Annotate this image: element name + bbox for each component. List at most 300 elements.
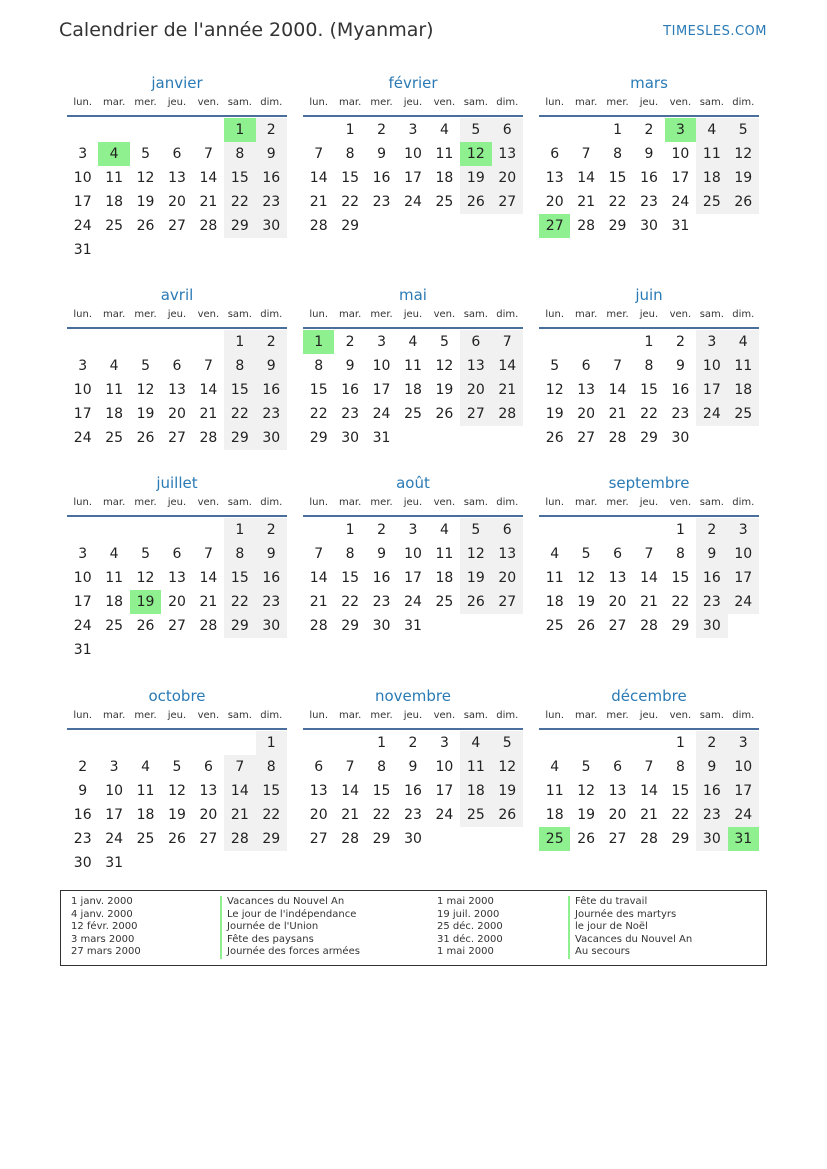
day-cell: 10 <box>728 755 759 779</box>
day-cell: 15 <box>640 382 658 398</box>
day-cell: 30 <box>372 618 391 634</box>
day-cell: 21 <box>640 807 658 823</box>
day-cell: 26 <box>577 618 596 634</box>
legend-dates-left <box>71 896 141 959</box>
day-cell: 23 <box>696 803 727 827</box>
day-grid <box>67 518 287 662</box>
weekday-label: dim. <box>496 309 519 320</box>
day-cell: 13 <box>577 382 596 398</box>
empty-cell <box>193 731 224 755</box>
day-cell: 6 <box>550 146 560 162</box>
day-cell: 6 <box>613 759 623 775</box>
weekday-label: lun. <box>545 97 565 108</box>
legend-holiday-name: Journée des martyrs <box>568 909 692 922</box>
day-cell: 2 <box>696 731 727 755</box>
weekday-label: dim. <box>732 309 755 320</box>
day-cell: 4 <box>439 522 449 538</box>
weekday-label: jeu. <box>639 309 659 320</box>
day-cell: 4 <box>460 731 491 755</box>
day-cell: 14 <box>341 783 360 799</box>
day-cell: 1 <box>345 122 355 138</box>
holiday-day-cell: 27 <box>539 214 570 238</box>
day-cell: 13 <box>545 170 564 186</box>
weekday-label: jeu. <box>403 309 423 320</box>
day-cell: 10 <box>435 759 454 775</box>
weekday-label: mar. <box>103 710 126 721</box>
month-name: février <box>388 74 438 92</box>
legend-holiday-name: Journée des forces armées <box>220 946 360 959</box>
day-cell: 18 <box>545 807 564 823</box>
empty-cell <box>334 731 365 755</box>
day-cell: 17 <box>105 807 124 823</box>
day-cell: 16 <box>696 566 727 590</box>
weekday-label: sam. <box>699 710 724 721</box>
day-cell: 26 <box>545 430 564 446</box>
day-cell: 9 <box>256 542 287 566</box>
day-cell: 18 <box>728 378 759 402</box>
weekday-label: sam. <box>463 97 488 108</box>
day-cell: 24 <box>404 594 422 610</box>
day-cell: 18 <box>136 807 155 823</box>
empty-cell <box>303 731 334 755</box>
day-cell: 23 <box>404 807 422 823</box>
weekday-label: ven. <box>669 309 692 320</box>
day-cell: 6 <box>172 358 182 374</box>
day-cell: 1 <box>224 518 255 542</box>
month-10 <box>303 685 523 851</box>
weekday-label: lun. <box>309 97 329 108</box>
weekday-label: ven. <box>433 497 456 508</box>
weekday-label: mar. <box>339 309 362 320</box>
weekday-label: lun. <box>309 497 329 508</box>
day-cell: 6 <box>314 759 324 775</box>
day-cell: 5 <box>581 546 591 562</box>
empty-cell <box>303 518 334 542</box>
day-cell: 26 <box>577 831 596 847</box>
day-cell: 3 <box>78 146 88 162</box>
day-cell: 26 <box>136 618 155 634</box>
day-cell: 20 <box>460 378 491 402</box>
day-cell: 8 <box>256 755 287 779</box>
month-11 <box>539 685 759 851</box>
day-cell: 4 <box>408 334 418 350</box>
day-cell: 10 <box>73 570 92 586</box>
empty-cell <box>98 330 129 354</box>
day-cell: 5 <box>728 118 759 142</box>
day-cell: 22 <box>224 190 255 214</box>
month-0 <box>67 72 287 262</box>
day-cell: 31 <box>671 218 690 234</box>
day-cell: 9 <box>675 358 685 374</box>
weekday-label: sam. <box>227 497 252 508</box>
day-cell: 21 <box>492 378 523 402</box>
day-cell: 7 <box>613 358 623 374</box>
day-cell: 25 <box>545 618 564 634</box>
day-cell: 6 <box>203 759 213 775</box>
weekday-label: dim. <box>260 97 283 108</box>
day-cell: 31 <box>404 618 422 634</box>
weekday-label: ven. <box>433 97 456 108</box>
empty-cell <box>67 731 98 755</box>
day-cell: 24 <box>696 402 727 426</box>
day-cell: 7 <box>345 759 355 775</box>
day-cell: 11 <box>545 783 564 799</box>
month-9 <box>67 685 287 875</box>
day-cell: 9 <box>345 358 355 374</box>
day-cell: 3 <box>408 522 418 538</box>
holiday-day-cell: 1 <box>224 118 255 142</box>
day-cell: 8 <box>314 358 324 374</box>
day-cell: 1 <box>377 735 387 751</box>
day-cell: 17 <box>73 594 92 610</box>
weekday-label: dim. <box>260 710 283 721</box>
day-cell: 25 <box>105 618 124 634</box>
day-cell: 24 <box>73 430 92 446</box>
day-cell: 31 <box>73 642 92 658</box>
day-cell: 5 <box>141 146 151 162</box>
weekday-label: lun. <box>309 309 329 320</box>
weekday-header <box>303 708 523 730</box>
day-cell: 19 <box>460 566 491 590</box>
weekday-label: mer. <box>134 97 157 108</box>
legend-date: 1 janv. 2000 <box>71 896 133 907</box>
day-cell: 1 <box>675 735 685 751</box>
weekday-label: lun. <box>545 497 565 508</box>
day-cell: 4 <box>550 546 560 562</box>
day-cell: 16 <box>256 166 287 190</box>
holiday-day-cell: 3 <box>665 118 696 142</box>
day-cell: 14 <box>577 170 596 186</box>
day-cell: 20 <box>492 566 523 590</box>
weekday-label: lun. <box>545 710 565 721</box>
day-cell: 21 <box>199 594 218 610</box>
weekday-label: sam. <box>463 309 488 320</box>
weekday-label: dim. <box>732 497 755 508</box>
empty-cell <box>161 118 192 142</box>
month-name: janvier <box>151 74 203 92</box>
day-cell: 20 <box>608 807 627 823</box>
day-cell: 27 <box>168 218 186 234</box>
day-cell: 7 <box>492 330 523 354</box>
day-cell: 23 <box>256 590 287 614</box>
weekday-label: dim. <box>732 97 755 108</box>
day-cell: 1 <box>345 522 355 538</box>
weekday-label: mar. <box>103 497 126 508</box>
weekday-label: dim. <box>496 710 519 721</box>
day-cell: 25 <box>728 402 759 426</box>
day-cell: 14 <box>199 382 218 398</box>
day-grid <box>67 731 287 875</box>
weekday-label: mer. <box>370 710 393 721</box>
weekday-label: mar. <box>339 497 362 508</box>
day-cell: 5 <box>581 759 591 775</box>
day-cell: 21 <box>309 194 328 210</box>
empty-cell <box>67 118 98 142</box>
weekday-label: jeu. <box>403 97 423 108</box>
day-cell: 2 <box>78 759 88 775</box>
empty-cell <box>98 118 129 142</box>
day-cell: 5 <box>141 546 151 562</box>
legend-date: 1 mai 2000 <box>437 896 494 907</box>
day-cell: 25 <box>435 194 454 210</box>
weekday-label: mar. <box>575 309 598 320</box>
day-cell: 23 <box>341 406 360 422</box>
day-cell: 14 <box>224 779 255 803</box>
day-cell: 17 <box>73 194 92 210</box>
day-cell: 1 <box>224 330 255 354</box>
day-cell: 11 <box>460 755 491 779</box>
empty-cell <box>570 330 601 354</box>
day-cell: 1 <box>675 522 685 538</box>
day-cell: 29 <box>671 618 690 634</box>
day-cell: 30 <box>640 218 658 234</box>
day-cell: 22 <box>341 594 360 610</box>
weekday-label: dim. <box>496 497 519 508</box>
weekday-label: mer. <box>606 97 629 108</box>
day-cell: 19 <box>136 406 155 422</box>
day-cell: 2 <box>377 522 387 538</box>
day-cell: 11 <box>136 783 155 799</box>
day-cell: 5 <box>460 118 491 142</box>
day-cell: 27 <box>577 430 596 446</box>
legend-holiday-name: Vacances du Nouvel An <box>568 934 692 947</box>
day-cell: 18 <box>404 382 422 398</box>
weekday-label: mer. <box>606 710 629 721</box>
day-cell: 18 <box>105 594 124 610</box>
day-cell: 2 <box>345 334 355 350</box>
weekday-header <box>303 495 523 517</box>
day-cell: 11 <box>728 354 759 378</box>
month-name: avril <box>160 286 194 304</box>
day-cell: 30 <box>73 855 92 871</box>
day-cell: 8 <box>224 542 255 566</box>
weekday-label: mar. <box>103 309 126 320</box>
day-cell: 8 <box>377 759 387 775</box>
empty-cell <box>539 118 570 142</box>
day-cell: 29 <box>224 214 255 238</box>
day-cell: 23 <box>372 594 391 610</box>
day-cell: 6 <box>460 330 491 354</box>
day-cell: 13 <box>168 570 186 586</box>
weekday-label: sam. <box>699 97 724 108</box>
day-cell: 7 <box>644 546 654 562</box>
day-cell: 21 <box>640 594 658 610</box>
empty-cell <box>193 118 224 142</box>
day-cell: 14 <box>199 570 218 586</box>
day-cell: 6 <box>492 118 523 142</box>
day-cell: 14 <box>608 382 627 398</box>
day-cell: 7 <box>644 759 654 775</box>
day-cell: 16 <box>73 807 92 823</box>
day-cell: 15 <box>341 570 360 586</box>
day-cell: 15 <box>341 170 360 186</box>
day-cell: 8 <box>675 546 685 562</box>
day-cell: 9 <box>377 546 387 562</box>
legend-holiday-name: le jour de Noël <box>568 921 692 934</box>
day-cell: 21 <box>224 803 255 827</box>
day-cell: 8 <box>224 354 255 378</box>
empty-cell <box>161 731 192 755</box>
day-cell: 29 <box>224 614 255 638</box>
day-cell: 3 <box>408 122 418 138</box>
weekday-label: mer. <box>134 309 157 320</box>
day-cell: 19 <box>728 166 759 190</box>
day-cell: 25 <box>696 190 727 214</box>
day-cell: 19 <box>577 594 596 610</box>
month-1 <box>303 72 523 238</box>
day-cell: 17 <box>404 170 422 186</box>
day-cell: 6 <box>492 518 523 542</box>
legend-date: 4 janv. 2000 <box>71 908 133 920</box>
day-cell: 22 <box>224 402 255 426</box>
day-cell: 2 <box>377 122 387 138</box>
month-5 <box>539 284 759 450</box>
day-cell: 24 <box>73 618 92 634</box>
day-cell: 16 <box>372 570 391 586</box>
day-cell: 28 <box>199 618 218 634</box>
legend-date: 25 déc. 2000 <box>437 921 503 933</box>
weekday-label: jeu. <box>167 710 187 721</box>
day-cell: 30 <box>256 426 287 450</box>
day-cell: 25 <box>105 430 124 446</box>
day-cell: 13 <box>168 382 186 398</box>
legend-names-left <box>220 896 360 959</box>
day-cell: 23 <box>696 590 727 614</box>
empty-cell <box>539 518 570 542</box>
day-cell: 19 <box>136 194 155 210</box>
day-cell: 4 <box>141 759 151 775</box>
day-cell: 20 <box>545 194 564 210</box>
legend-date: 19 juil. 2000 <box>437 908 500 920</box>
day-cell: 5 <box>550 358 560 374</box>
weekday-header <box>67 95 287 117</box>
empty-cell <box>130 118 161 142</box>
day-cell: 12 <box>136 382 155 398</box>
weekday-label: sam. <box>463 710 488 721</box>
day-cell: 12 <box>168 783 186 799</box>
day-cell: 10 <box>696 354 727 378</box>
day-cell: 16 <box>696 779 727 803</box>
day-cell: 8 <box>224 142 255 166</box>
day-cell: 7 <box>203 146 213 162</box>
brand-link[interactable]: TIMESLES.COM <box>663 24 767 39</box>
day-cell: 26 <box>728 190 759 214</box>
empty-cell <box>539 731 570 755</box>
legend-date: 31 déc. 2000 <box>437 933 503 945</box>
day-cell: 4 <box>550 759 560 775</box>
empty-cell <box>602 518 633 542</box>
day-cell: 23 <box>372 194 391 210</box>
weekday-label: sam. <box>227 710 252 721</box>
day-cell: 11 <box>105 570 124 586</box>
day-cell: 11 <box>696 142 727 166</box>
day-cell: 16 <box>256 378 287 402</box>
legend-holiday-name: Au secours <box>568 946 692 959</box>
day-cell: 7 <box>203 358 213 374</box>
month-name: septembre <box>608 474 690 492</box>
legend-holiday-name: Vacances du Nouvel An <box>220 896 360 909</box>
day-cell: 13 <box>460 354 491 378</box>
day-cell: 23 <box>256 190 287 214</box>
day-cell: 26 <box>136 430 155 446</box>
day-cell: 27 <box>168 618 186 634</box>
weekday-label: sam. <box>463 497 488 508</box>
day-cell: 9 <box>644 146 654 162</box>
weekday-header <box>539 307 759 329</box>
day-cell: 26 <box>460 190 491 214</box>
day-cell: 1 <box>644 334 654 350</box>
day-cell: 23 <box>640 194 658 210</box>
day-cell: 3 <box>377 334 387 350</box>
day-cell: 23 <box>671 406 690 422</box>
day-cell: 4 <box>439 122 449 138</box>
day-cell: 15 <box>309 382 328 398</box>
holiday-legend <box>60 890 767 966</box>
day-cell: 12 <box>136 570 155 586</box>
day-grid <box>303 731 523 851</box>
empty-cell <box>193 518 224 542</box>
weekday-label: jeu. <box>639 710 659 721</box>
empty-cell <box>303 118 334 142</box>
day-cell: 28 <box>224 827 255 851</box>
day-cell: 28 <box>309 618 328 634</box>
day-cell: 22 <box>341 194 360 210</box>
day-cell: 13 <box>199 783 218 799</box>
month-name: octobre <box>148 687 206 705</box>
weekday-label: mar. <box>575 97 598 108</box>
day-cell: 3 <box>109 759 119 775</box>
day-cell: 30 <box>696 614 727 638</box>
day-cell: 25 <box>136 831 155 847</box>
day-cell: 25 <box>460 803 491 827</box>
day-cell: 18 <box>435 570 454 586</box>
day-cell: 6 <box>613 546 623 562</box>
day-cell: 1 <box>613 122 623 138</box>
day-grid <box>303 518 523 638</box>
day-grid <box>539 518 759 638</box>
day-cell: 19 <box>492 779 523 803</box>
day-cell: 18 <box>460 779 491 803</box>
legend-date: 1 mai 2000 <box>437 946 494 958</box>
weekday-header <box>303 95 523 117</box>
day-cell: 6 <box>581 358 591 374</box>
day-cell: 7 <box>314 546 324 562</box>
day-cell: 30 <box>341 430 360 446</box>
day-cell: 22 <box>372 807 391 823</box>
empty-cell <box>98 518 129 542</box>
day-cell: 24 <box>435 807 454 823</box>
day-cell: 20 <box>608 594 627 610</box>
day-cell: 29 <box>309 430 328 446</box>
day-cell: 29 <box>671 831 690 847</box>
day-cell: 5 <box>460 518 491 542</box>
day-cell: 19 <box>168 807 186 823</box>
day-cell: 16 <box>341 382 360 398</box>
month-4 <box>303 284 523 450</box>
day-cell: 13 <box>309 783 328 799</box>
weekday-label: ven. <box>669 97 692 108</box>
day-cell: 11 <box>105 382 124 398</box>
day-cell: 17 <box>404 570 422 586</box>
day-cell: 2 <box>644 122 654 138</box>
day-grid <box>539 731 759 851</box>
day-cell: 15 <box>224 166 255 190</box>
day-cell: 16 <box>671 382 690 398</box>
day-cell: 29 <box>224 426 255 450</box>
month-8 <box>539 472 759 638</box>
holiday-day-cell: 1 <box>303 330 334 354</box>
day-cell: 2 <box>696 518 727 542</box>
